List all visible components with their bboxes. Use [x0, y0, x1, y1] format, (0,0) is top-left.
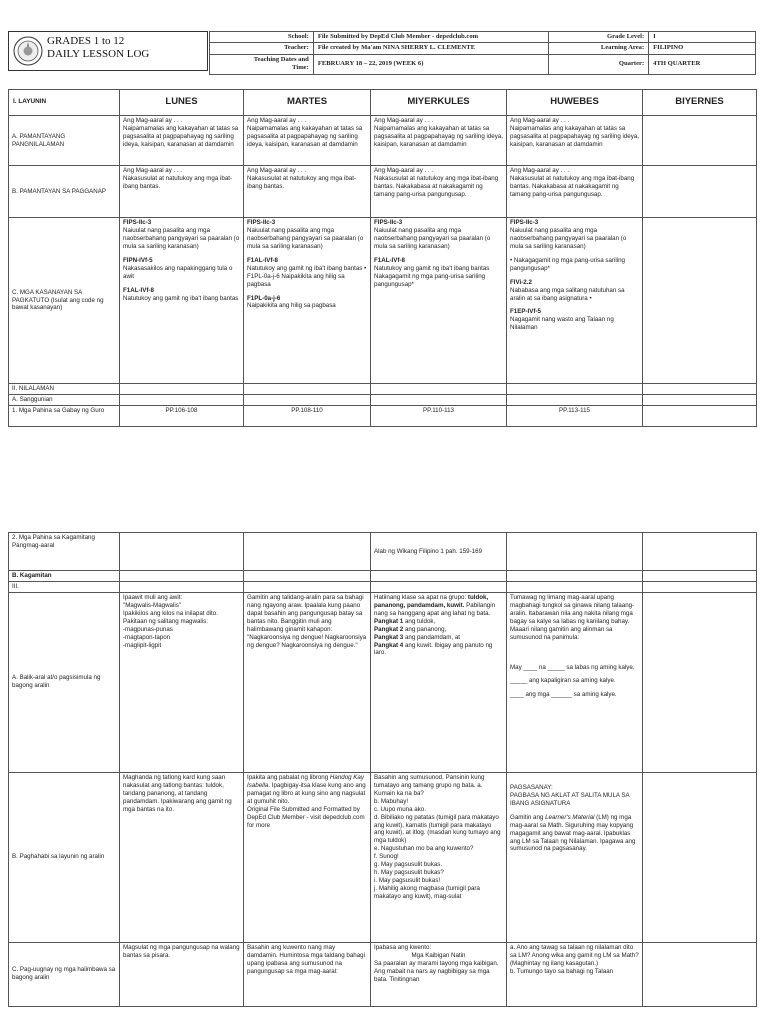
day-header-miyerkules: MIYERKULES: [371, 90, 507, 116]
kagamitan-label: B. Kagamitan: [9, 571, 120, 582]
deped-logo-box: [8, 31, 208, 71]
row-label-paghahabi: B. Paghahabi sa layunin ng aralin: [9, 772, 120, 942]
pagganap-huwebes: Ang Mag-aaral ay . . . Nakasusulat at natutukoy ang mga ibat-ibang bantas. Nakakabasa at nakakagamit ng tamang pang-urisa pangungusap.: [507, 166, 643, 218]
learning-area-label: Learning Area:: [549, 43, 649, 54]
row-label-pamantayang-pangnilalaman: A. PAMANTAYANG PANGNILALAMAN: [9, 116, 120, 166]
kagamitang-pangmag-aaral-label: 2. Mga Pahina sa Kagamitang Pangmag-aaral: [9, 533, 120, 571]
row-label-pamantayan-sa-pagganap: B. PAMANTAYAN SA PAGGANAP: [9, 166, 120, 218]
pagganap-lunes: Ang Mag-aaral ay . . . Nakasusulat at natutukoy ang mga ibat-ibang bantas.: [120, 166, 244, 218]
teacher-value: File created by Ma'am NINA SHERRY L. CLEMENTE: [313, 43, 549, 54]
row-label-mga-kasanayan: C. MGA KASANAYAN SA PAGKATUTO (Isulat ang code ng bawat kasanayan): [9, 218, 120, 384]
quarter-value: 4TH QUARTER: [649, 54, 756, 74]
pangnilalaman-miyerkules: Ang Mag-aaral ay . . . Naipamamalas ang kakayahan at tatas sa pagsasalita at pagpapahayag ng sariling ideya, kaisipan, karanasan at damdamin: [371, 116, 507, 166]
quarter-label: Quarter:: [549, 54, 649, 74]
pag-uugnay-biyernes: [643, 942, 757, 1006]
pagganap-biyernes: [643, 166, 757, 218]
kasanayan-lunes: FIPS-IIc-3 Naiuulat nang pasalita ang mga naobserbahang pangyayari sa paaralan (o mula sa sariling karanasan) FIPN-IVf-5 Nakasasakilos ang napakinggang tula o awit F1AL-IVf-8 Natutukoy ang gamit ng iba't ibang bantas: [120, 218, 244, 384]
pag-uugnay-miyerkules: Ipabasa ang kwento: Mga Kaibigan Natin Sa paaralan ay marami tayong mga kaibigan. Ang mabait na nars ay nagbibigay sa mga bata. Tinitingnan: [371, 942, 507, 1006]
header-title-line2: DAILY LESSON LOG: [47, 48, 150, 60]
layunin-header: I. LAYUNIN: [9, 90, 120, 116]
pagganap-martes: Ang Mag-aaral ay . . . Nakasusulat at natutukoy ang mga ibat-ibang bantas.: [244, 166, 371, 218]
pangnilalaman-huwebes: Ang Mag-aaral ay . . . Naipamamalas ang kakayahan at tatas sa pagsasalita at pagpapahayag ng sariling ideya, kaisipan, karanasan at damdamin: [507, 116, 643, 166]
day-header-biyernes: BIYERNES: [643, 90, 757, 116]
learning-area-value: FILIPINO: [649, 43, 756, 54]
pag-uugnay-lunes: Magsulat ng mga pangungusap na walang bantas sa pisara.: [120, 942, 244, 1006]
pangnilalaman-martes: Ang Mag-aaral ay . . . Naipamamalas ang kakayahan at tatas sa pagsasalita at pagpapahayag ng sariling ideya, kaisipan, karanasan at damdamin: [244, 116, 371, 166]
grade-level-label: Grade Level:: [549, 32, 649, 43]
pag-uugnay-huwebes: a. Ano ang tawag sa talaan ng nilalaman dito sa LM? Anong wika ang gamit ng LM sa Math? (Maghintay ng ilang kasagutan.) b. Tumungo tayo sa bahagi ng Talaan: [507, 942, 643, 1006]
teaching-dates-label: Teaching Dates and Time:: [210, 54, 314, 74]
day-header-huwebes: HUWEBES: [507, 90, 643, 116]
header-info-table: [209, 31, 756, 75]
balik-aral-biyernes: [643, 592, 757, 772]
balik-aral-huwebes: Tumawag ng limang mag-aaral upang magbahagi tungkol sa ginawa nilang talaang-aralin. Itabarawan nila ang nakita nilang mga bagay sa kalye sa labas ng kanilang bahay. Maaari nilang gamitin ang alinman sa sumusunod na panimula: May ____ na _____ sa labas ng aming kalye. _____ ang kapaligiran sa aming kalye. ____ ang mga ______ sa aming kalye.: [507, 592, 643, 772]
paghahabi-martes: Ipakita ang pabalat ng librong Handog Kay Isabella. Ipagbigay-itsa klase kung ano ang pamagat ng libro at kung sino ang nagsulat at gumuhit nito. Original File Submitted and Formatted by DepEd Club Member - visit depedclub.com for more: [244, 772, 371, 942]
pangnilalaman-biyernes: [643, 116, 757, 166]
kasanayan-miyerkules: FIPS-IIc-3 Naiuulat nang pasalita ang mga naobserbahang pangyayari sa paaralan (o mula sa sariling karanasan) F1AL-IVf-8 Natutukoy ang gamit ng iba't ibang bantas Nakagagamit ng mga pang-urisa sariling pangungusap*: [371, 218, 507, 384]
balik-aral-martes: Gamitin ang talidang-aralin para sa bahagi nang ngayong araw. Ipaalala kung paano dapat basahin ang pangungusap batay sa bantas nito. Banggitin muli ang halimbawang ginamit kahapon: "Nagkaroonsiya ng dengue! Nagkaroonsiya ng dengue? Nagkaroonsiya ng dengue.": [244, 592, 371, 772]
paghahabi-huwebes: PAGSASANAY: PAGBASA NG AKLAT AT SALITA MULA SA IBANG ASIGNATURA Gamitin ang Learner's Material (LM) ng mga mag-aaral sa Math. Siguruhing may kopyang magagamit ang bawat mag-aaral. Ipabuklas ang LM sa Talaan ng Nilalaman. Ipagawa ang sumusunod na pagsasanay.: [507, 772, 643, 942]
row-label-balik-aral: A. Balik-aral at/o pagsisimula ng bagong aralin: [9, 592, 120, 772]
kasanayan-martes: FIPS-IIc-3 Naiuulat nang pasalita ang mga naobserbahang pangyayari sa paaralan (o mula sa sariling karanasan) F1AL-IVf-8 Natutukoy ang gamit ng iba't ibang bantas • F1PL-0a-j-6 Naipakikita ang hilig sa pagbasa F1PL-0a-j-6 Naipakikita ang hilig sa pagbasa: [244, 218, 371, 384]
kasanayan-huwebes: FIPS-IIc-3 Naiuulat nang pasalita ang mga naobserbahang pangyayari sa paaralan (o mula sa sariling karanasan) • Nakagagamit ng mga pang-urisa sariling pangungusap* FIVi-2.2 Nababasa ang mga salitang natutuhan sa aralin at sa ibang asignatura • F1EP-IVf-5 Nagagamit nang wasto ang Talaan ng Nilalaman: [507, 218, 643, 384]
pangnilalaman-lunes: Ang Mag-aaral ay . . . Naipamamalas ang kakayahan at tatas sa pagsasalita at pagpapahayag ng sariling ideya, kaisipan, karanasan at damdamin: [120, 116, 244, 166]
header-title-line1: GRADES 1 to 12: [47, 35, 125, 47]
pag-uugnay-martes: Basahin ang kuwento nang may damdamin. Humintosa mga taldang bahagi upang ipabasa ang sumusunod na pangungusap sa mga mag-aaral:: [244, 942, 371, 1006]
school-label: School:: [210, 32, 314, 43]
paghahabi-lunes: Maghanda ng tatlong kard kung saan nakasulat ang tatlong bantas: tuldok, tandang pananong, at tandang pandamdam. Ipakiwarang ang gamit ng mga bantas na ito.: [120, 772, 244, 942]
lesson-log-table-page1: [8, 89, 757, 427]
kasanayan-biyernes: [643, 218, 757, 384]
school-value: File Submitted by DepEd Club Member - depedclub.com: [313, 32, 549, 43]
lesson-log-table-page2: [8, 532, 757, 1007]
kagamitang-miyerkules: Alab ng Wikang Filipino 1 pah. 159-169: [371, 533, 507, 571]
paghahabi-miyerkules: Basahin ang sumusunod. Pansinin kung tumatayo ang tamang grupo ng bata. a. Kumain ka na ba? b. Mabuhay! c. Uupo muna ako. d. Bibiliako ng patatas (tumigil para makatayo ang kuwit), kamatis (tumigil para makatayo ang kuwit), at itlog. (masdan kung tumayo ang mga tuldok) e. Nagustuhan mo ba ang kuwento? f. Sunog! g. May pagsusulit bukas. h. May pagsusulit bukas? i. May pagsusulit bukas! j. Mahilig akong magbasa (tumigil para makatayo ang kuwit), mag-sulat: [371, 772, 507, 942]
balik-aral-miyerkules: Hatiinang klase sa apat na grupo: tuldok, pananong, pandamdam, kuwit. Pabilangin nang sa hanggang apat ang lahat ng bata. Pangkat 1 ang tuldok, Pangkat 2 ang pananong, Pangkat 3 ang pandamdam, at Pangkat 4 ang kuwit. Ibigay ang panuto ng laro.: [371, 592, 507, 772]
teacher-label: Teacher:: [210, 43, 314, 54]
sanggunian-label: A. Sanggunian: [9, 394, 120, 405]
gabay-ng-guro-label: 1. Mga Pahina sa Gabay ng Guro: [9, 405, 120, 426]
paghahabi-biyernes: [643, 772, 757, 942]
nilalaman-label: II. NILALAMAN: [9, 384, 120, 395]
balik-aral-lunes: Ipaawit muli ang awit: "Magwalis-Magwalis" Ipakikilos ang kilos na inilapat dito. Pakitaan ng salitang magwalis: -magpunas-punas -magtapon-tapon -maglipit-ligpit: [120, 592, 244, 772]
gabay-martes: PP.108-110: [244, 405, 371, 426]
section-iii-label: III.: [9, 581, 120, 592]
teaching-dates-value: FEBRUARY 18 – 22, 2019 (WEEK 6): [313, 54, 549, 74]
gabay-biyernes: [643, 405, 757, 426]
gabay-huwebes: PP.113-115: [507, 405, 643, 426]
row-label-pag-uugnay: C. Pag-uugnay ng mga halimbawa sa bagong aralin: [9, 942, 120, 1006]
day-header-lunes: LUNES: [120, 90, 244, 116]
deped-seal-icon: [13, 36, 43, 66]
grade-level-value: I: [649, 32, 756, 43]
day-header-martes: MARTES: [244, 90, 371, 116]
gabay-miyerkules: PP.110-113: [371, 405, 507, 426]
gabay-lunes: PP.106-108: [120, 405, 244, 426]
pagganap-miyerkules: Ang Mag-aaral ay . . . Nakasusulat at natutukoy ang mga ibat-ibang bantas. Nakakabasa at nakakagamit ng tamang pang-urisa pangungusap.: [371, 166, 507, 218]
